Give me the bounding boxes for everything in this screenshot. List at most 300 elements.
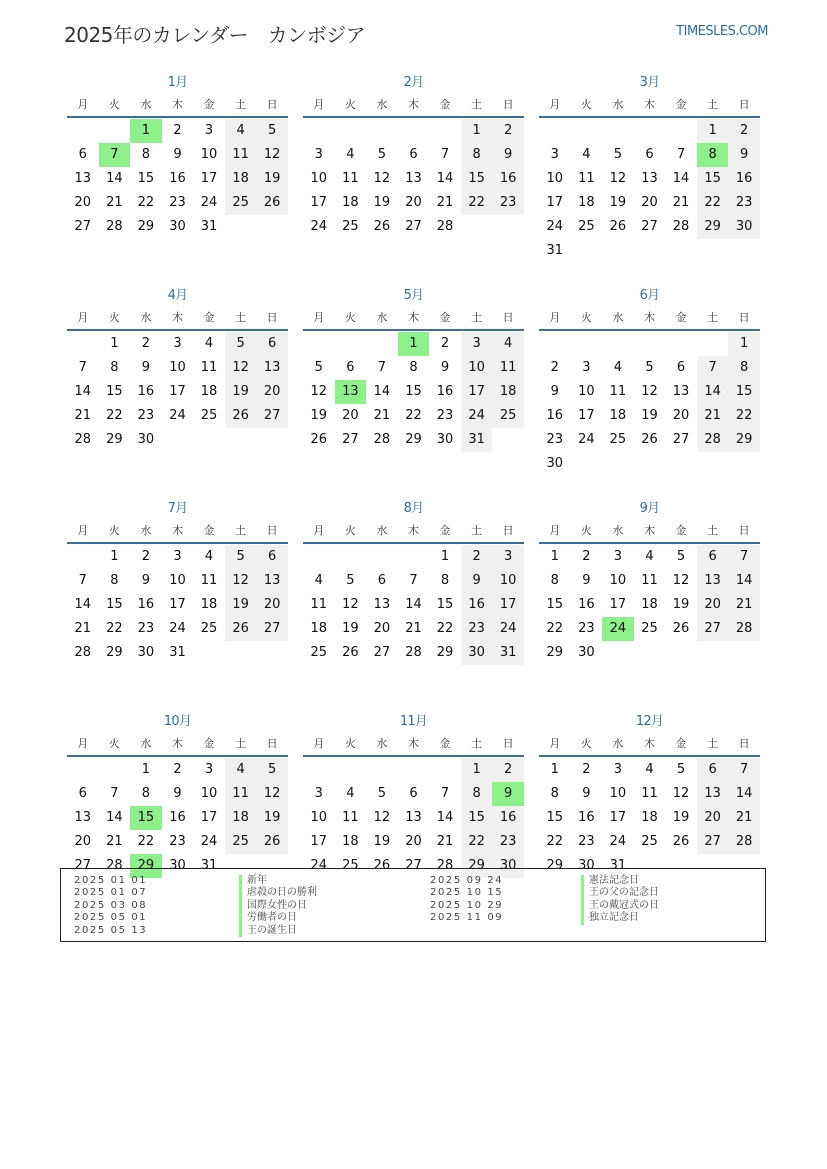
day-cell: 19 bbox=[310, 408, 328, 423]
day-cell: 11 bbox=[578, 171, 595, 186]
day-cell: 3 bbox=[173, 549, 182, 564]
day-cell: 21 bbox=[697, 404, 729, 428]
day-cell: 26 bbox=[672, 621, 690, 636]
day-cell: 31 bbox=[461, 428, 493, 452]
day-cell: 24 bbox=[200, 195, 218, 210]
day-cell: 16 bbox=[169, 171, 186, 186]
day-cell: 16 bbox=[436, 384, 454, 399]
holiday-cell: 1 bbox=[130, 119, 162, 143]
day-cell: 14 bbox=[436, 810, 454, 825]
day-cell: 25 bbox=[200, 408, 218, 423]
weekday-header bbox=[539, 94, 760, 118]
day-cell: 5 bbox=[256, 758, 288, 782]
day-cell: 13 bbox=[405, 171, 422, 186]
weekday-label: 土 bbox=[707, 98, 719, 111]
weekday-label: 日 bbox=[738, 311, 750, 324]
weekday-label: 木 bbox=[643, 98, 655, 111]
day-cell: 21 bbox=[373, 408, 391, 423]
day-cell: 17 bbox=[609, 810, 627, 825]
day-cell: 3 bbox=[173, 336, 182, 351]
weekday-label: 木 bbox=[171, 737, 183, 750]
weekday-label: 木 bbox=[407, 524, 419, 537]
legend-date: 2025 05 01 bbox=[74, 912, 148, 924]
day-cell: 3 bbox=[314, 786, 323, 801]
empty-cell bbox=[366, 545, 398, 569]
day-cell: 10 bbox=[169, 573, 186, 588]
day-cell: 1 bbox=[110, 336, 119, 351]
weekday-label: 日 bbox=[738, 737, 750, 750]
weekday-label: 土 bbox=[707, 524, 719, 537]
day-grid bbox=[67, 757, 288, 878]
weekday-label: 日 bbox=[502, 311, 514, 324]
day-cell: 6 bbox=[697, 758, 729, 782]
weekday-label: 水 bbox=[140, 524, 152, 537]
weekday-label: 月 bbox=[549, 311, 561, 324]
day-cell: 3 bbox=[550, 147, 559, 162]
empty-cell bbox=[539, 332, 571, 356]
empty-cell bbox=[429, 119, 461, 143]
day-cell: 3 bbox=[461, 332, 493, 356]
day-cell: 28 bbox=[106, 219, 123, 234]
holiday-cell: 9 bbox=[492, 782, 524, 806]
day-cell: 27 bbox=[641, 219, 658, 234]
day-cell: 5 bbox=[225, 332, 257, 356]
weekday-label: 火 bbox=[108, 98, 120, 111]
day-cell: 29 bbox=[697, 215, 729, 239]
day-cell: 9 bbox=[141, 573, 151, 588]
day-cell: 27 bbox=[697, 830, 729, 854]
day-cell: 13 bbox=[697, 569, 729, 593]
day-cell: 15 bbox=[461, 167, 493, 191]
month-name: 2月 bbox=[403, 75, 424, 90]
day-cell: 8 bbox=[728, 356, 760, 380]
empty-cell bbox=[335, 545, 367, 569]
month-calendar bbox=[303, 498, 524, 711]
empty-cell bbox=[303, 545, 335, 569]
weekday-label: 月 bbox=[549, 524, 561, 537]
weekday-label: 木 bbox=[171, 98, 183, 111]
day-cell: 5 bbox=[225, 545, 257, 569]
weekday-label: 月 bbox=[77, 98, 89, 111]
day-cell: 21 bbox=[74, 621, 92, 636]
day-cell: 5 bbox=[645, 360, 654, 375]
day-cell: 11 bbox=[225, 143, 257, 167]
month-name: 6月 bbox=[639, 288, 660, 303]
day-cell: 20 bbox=[405, 834, 422, 849]
weekday-label: 金 bbox=[675, 98, 687, 111]
weekday-header bbox=[67, 733, 288, 757]
day-cell: 8 bbox=[141, 786, 151, 801]
empty-cell bbox=[571, 332, 603, 356]
day-cell: 18 bbox=[641, 597, 658, 612]
day-cell: 29 bbox=[137, 219, 155, 234]
weekday-label: 木 bbox=[643, 524, 655, 537]
day-cell: 5 bbox=[314, 360, 323, 375]
day-cell: 31 bbox=[200, 858, 218, 873]
day-grid bbox=[67, 118, 288, 239]
day-cell: 14 bbox=[106, 171, 123, 186]
weekday-header bbox=[539, 733, 760, 757]
day-cell: 2 bbox=[173, 762, 182, 777]
day-cell: 18 bbox=[310, 621, 328, 636]
day-cell: 23 bbox=[461, 617, 493, 641]
day-cell: 6 bbox=[377, 573, 387, 588]
day-cell: 14 bbox=[405, 597, 422, 612]
day-cell: 2 bbox=[173, 123, 182, 138]
month-name: 9月 bbox=[639, 501, 660, 516]
weekday-label: 土 bbox=[235, 737, 247, 750]
day-cell: 28 bbox=[728, 830, 760, 854]
empty-cell bbox=[99, 119, 131, 143]
day-cell: 27 bbox=[74, 219, 92, 234]
empty-cell bbox=[67, 332, 99, 356]
day-cell: 30 bbox=[461, 641, 493, 665]
empty-cell bbox=[634, 119, 666, 143]
weekday-label: 月 bbox=[313, 311, 325, 324]
page-title: 2025年のカレンダー カンボジア bbox=[64, 23, 366, 47]
day-cell: 23 bbox=[492, 191, 524, 215]
site-brand[interactable]: TIMESLES.COM bbox=[676, 24, 768, 39]
day-cell: 30 bbox=[578, 645, 595, 660]
day-cell: 28 bbox=[728, 617, 760, 641]
weekday-label: 火 bbox=[344, 98, 356, 111]
day-cell: 20 bbox=[342, 408, 359, 423]
day-cell: 15 bbox=[461, 806, 493, 830]
day-cell: 26 bbox=[342, 645, 359, 660]
empty-cell bbox=[539, 119, 571, 143]
day-cell: 26 bbox=[225, 617, 257, 641]
month-name: 4月 bbox=[167, 288, 188, 303]
weekday-label: 木 bbox=[407, 737, 419, 750]
day-cell: 28 bbox=[405, 645, 422, 660]
legend-date: 2025 10 29 bbox=[430, 899, 504, 911]
day-cell: 24 bbox=[310, 219, 328, 234]
day-cell: 21 bbox=[106, 195, 123, 210]
day-cell: 12 bbox=[672, 573, 690, 588]
day-cell: 8 bbox=[110, 573, 119, 588]
day-cell: 22 bbox=[461, 830, 493, 854]
day-cell: 22 bbox=[697, 191, 729, 215]
day-cell: 16 bbox=[169, 810, 186, 825]
day-cell: 20 bbox=[74, 834, 92, 849]
weekday-label: 金 bbox=[675, 524, 687, 537]
day-cell: 22 bbox=[106, 408, 123, 423]
weekday-label: 木 bbox=[171, 311, 183, 324]
day-cell: 15 bbox=[546, 810, 564, 825]
day-cell: 6 bbox=[409, 786, 418, 801]
day-cell: 12 bbox=[373, 810, 391, 825]
weekday-label: 月 bbox=[549, 98, 561, 111]
weekday-label: 日 bbox=[266, 311, 278, 324]
day-cell: 21 bbox=[728, 593, 760, 617]
day-cell: 12 bbox=[373, 171, 391, 186]
day-grid bbox=[539, 331, 760, 476]
empty-cell bbox=[335, 758, 367, 782]
month-calendar bbox=[303, 285, 524, 498]
day-cell: 7 bbox=[78, 360, 87, 375]
weekday-label: 月 bbox=[313, 524, 325, 537]
holiday-cell: 15 bbox=[130, 806, 162, 830]
day-cell: 9 bbox=[728, 143, 760, 167]
day-cell: 30 bbox=[169, 858, 186, 873]
day-cell: 20 bbox=[641, 195, 658, 210]
day-cell: 2 bbox=[440, 336, 450, 351]
day-cell: 11 bbox=[342, 171, 359, 186]
day-cell: 26 bbox=[373, 219, 391, 234]
day-cell: 1 bbox=[550, 549, 559, 564]
day-cell: 7 bbox=[377, 360, 387, 375]
day-cell: 17 bbox=[200, 171, 218, 186]
day-cell: 4 bbox=[645, 549, 654, 564]
weekday-label: 金 bbox=[439, 311, 451, 324]
weekday-label: 水 bbox=[140, 311, 152, 324]
day-cell: 4 bbox=[346, 147, 355, 162]
weekday-label: 火 bbox=[344, 737, 356, 750]
day-cell: 24 bbox=[546, 219, 564, 234]
day-cell: 18 bbox=[578, 195, 595, 210]
weekday-header bbox=[303, 733, 524, 757]
day-cell: 15 bbox=[436, 597, 454, 612]
day-cell: 18 bbox=[609, 408, 627, 423]
day-cell: 23 bbox=[578, 834, 595, 849]
legend-holiday-name: 新年 bbox=[239, 875, 317, 887]
day-cell: 26 bbox=[641, 432, 658, 447]
day-cell: 11 bbox=[200, 360, 218, 375]
weekday-label: 月 bbox=[313, 737, 325, 750]
weekday-label: 水 bbox=[612, 311, 624, 324]
day-cell: 29 bbox=[106, 645, 123, 660]
weekday-header bbox=[539, 307, 760, 331]
holiday-cell: 24 bbox=[602, 617, 634, 641]
legend-date: 2025 05 13 bbox=[74, 924, 148, 936]
day-cell: 19 bbox=[256, 806, 288, 830]
day-cell: 19 bbox=[672, 597, 690, 612]
day-cell: 12 bbox=[310, 384, 328, 399]
day-cell: 24 bbox=[169, 408, 186, 423]
day-cell: 23 bbox=[546, 432, 564, 447]
day-cell: 22 bbox=[546, 834, 564, 849]
legend-holiday-name: 国際女性の日 bbox=[239, 900, 317, 912]
day-cell: 2 bbox=[141, 549, 151, 564]
day-cell: 5 bbox=[613, 147, 623, 162]
day-cell: 23 bbox=[169, 195, 186, 210]
day-cell: 8 bbox=[461, 143, 493, 167]
day-cell: 12 bbox=[672, 786, 690, 801]
day-cell: 25 bbox=[310, 645, 328, 660]
day-cell: 3 bbox=[314, 147, 323, 162]
day-cell: 1 bbox=[141, 762, 151, 777]
day-cell: 22 bbox=[728, 404, 760, 428]
day-cell: 27 bbox=[405, 219, 422, 234]
day-cell: 26 bbox=[225, 404, 257, 428]
day-cell: 18 bbox=[200, 384, 218, 399]
empty-cell bbox=[571, 119, 603, 143]
day-cell: 4 bbox=[225, 758, 257, 782]
day-cell: 27 bbox=[672, 432, 690, 447]
day-cell: 14 bbox=[728, 569, 760, 593]
empty-cell bbox=[67, 545, 99, 569]
day-cell: 10 bbox=[492, 569, 524, 593]
weekday-label: 土 bbox=[235, 98, 247, 111]
day-cell: 19 bbox=[342, 621, 359, 636]
day-cell: 15 bbox=[106, 384, 123, 399]
weekday-label: 水 bbox=[140, 98, 152, 111]
day-cell: 9 bbox=[440, 360, 450, 375]
weekday-label: 月 bbox=[77, 524, 89, 537]
holiday-cell: 1 bbox=[398, 332, 430, 356]
day-cell: 2 bbox=[728, 119, 760, 143]
day-cell: 16 bbox=[492, 806, 524, 830]
weekday-label: 土 bbox=[471, 98, 483, 111]
day-cell: 15 bbox=[106, 597, 123, 612]
day-cell: 2 bbox=[141, 336, 151, 351]
legend-left-names bbox=[239, 875, 317, 937]
day-cell: 29 bbox=[728, 428, 760, 452]
day-cell: 12 bbox=[256, 143, 288, 167]
month-name: 10月 bbox=[163, 714, 192, 729]
day-cell: 5 bbox=[676, 549, 686, 564]
weekday-label: 日 bbox=[266, 737, 278, 750]
day-cell: 21 bbox=[405, 621, 422, 636]
legend-right-dates bbox=[430, 875, 503, 925]
day-cell: 28 bbox=[697, 428, 729, 452]
day-cell: 11 bbox=[342, 810, 359, 825]
day-cell: 14 bbox=[436, 171, 454, 186]
month-calendar bbox=[303, 72, 524, 285]
day-cell: 15 bbox=[546, 597, 564, 612]
day-cell: 30 bbox=[578, 858, 595, 873]
day-cell: 15 bbox=[697, 167, 729, 191]
month-calendar bbox=[539, 72, 760, 285]
day-cell: 26 bbox=[256, 830, 288, 854]
legend-holiday-name: 王の誕生日 bbox=[239, 925, 317, 937]
day-cell: 25 bbox=[342, 858, 359, 873]
legend-date: 2025 10 15 bbox=[430, 887, 504, 899]
day-cell: 10 bbox=[310, 171, 328, 186]
empty-cell bbox=[429, 758, 461, 782]
day-cell: 14 bbox=[728, 782, 760, 806]
day-cell: 1 bbox=[461, 119, 493, 143]
day-cell: 24 bbox=[310, 858, 328, 873]
day-cell: 26 bbox=[672, 834, 690, 849]
day-cell: 16 bbox=[137, 597, 155, 612]
day-cell: 24 bbox=[492, 617, 524, 641]
day-cell: 4 bbox=[645, 762, 654, 777]
weekday-label: 日 bbox=[266, 98, 278, 111]
empty-cell bbox=[303, 119, 335, 143]
day-cell: 27 bbox=[256, 617, 288, 641]
day-cell: 3 bbox=[613, 762, 623, 777]
month-name: 12月 bbox=[635, 714, 664, 729]
day-cell: 27 bbox=[697, 617, 729, 641]
day-cell: 28 bbox=[74, 432, 92, 447]
day-cell: 15 bbox=[728, 380, 760, 404]
day-cell: 6 bbox=[676, 360, 686, 375]
day-cell: 16 bbox=[578, 597, 595, 612]
empty-cell bbox=[99, 758, 131, 782]
day-cell: 9 bbox=[550, 384, 559, 399]
day-cell: 17 bbox=[609, 597, 627, 612]
weekday-label: 水 bbox=[376, 737, 388, 750]
day-cell: 18 bbox=[200, 597, 218, 612]
day-cell: 17 bbox=[461, 380, 493, 404]
day-cell: 23 bbox=[137, 621, 155, 636]
day-cell: 6 bbox=[78, 147, 87, 162]
day-cell: 11 bbox=[609, 384, 627, 399]
day-cell: 12 bbox=[256, 782, 288, 806]
day-cell: 16 bbox=[492, 167, 524, 191]
day-cell: 30 bbox=[137, 432, 155, 447]
day-cell: 9 bbox=[492, 143, 524, 167]
day-cell: 26 bbox=[609, 219, 627, 234]
empty-cell bbox=[67, 119, 99, 143]
day-cell: 13 bbox=[256, 569, 288, 593]
day-cell: 3 bbox=[204, 762, 214, 777]
empty-cell bbox=[366, 332, 398, 356]
day-cell: 11 bbox=[310, 597, 328, 612]
weekday-label: 火 bbox=[580, 524, 592, 537]
day-cell: 9 bbox=[582, 786, 591, 801]
day-cell: 21 bbox=[728, 806, 760, 830]
day-cell: 1 bbox=[110, 549, 119, 564]
empty-cell bbox=[665, 332, 697, 356]
holiday-cell: 13 bbox=[335, 380, 367, 404]
day-cell: 28 bbox=[106, 858, 123, 873]
day-cell: 9 bbox=[461, 569, 493, 593]
day-cell: 24 bbox=[461, 404, 493, 428]
month-name: 7月 bbox=[167, 501, 188, 516]
legend-date: 2025 01 07 bbox=[74, 887, 148, 899]
empty-cell bbox=[335, 332, 367, 356]
day-cell: 6 bbox=[645, 147, 654, 162]
day-cell: 9 bbox=[141, 360, 151, 375]
day-cell: 22 bbox=[461, 191, 493, 215]
day-cell: 12 bbox=[609, 171, 627, 186]
weekday-label: 水 bbox=[376, 98, 388, 111]
weekday-label: 木 bbox=[407, 98, 419, 111]
day-cell: 7 bbox=[78, 573, 87, 588]
day-cell: 29 bbox=[546, 645, 564, 660]
day-cell: 9 bbox=[582, 573, 591, 588]
day-cell: 31 bbox=[492, 641, 524, 665]
weekday-header bbox=[67, 307, 288, 331]
day-cell: 1 bbox=[461, 758, 493, 782]
day-cell: 6 bbox=[409, 147, 418, 162]
day-cell: 7 bbox=[697, 356, 729, 380]
day-cell: 26 bbox=[256, 191, 288, 215]
day-cell: 17 bbox=[310, 195, 328, 210]
weekday-label: 水 bbox=[376, 311, 388, 324]
day-cell: 3 bbox=[492, 545, 524, 569]
day-cell: 3 bbox=[582, 360, 591, 375]
weekday-label: 土 bbox=[707, 737, 719, 750]
empty-cell bbox=[335, 119, 367, 143]
day-cell: 1 bbox=[440, 549, 450, 564]
month-calendar bbox=[67, 498, 288, 711]
day-cell: 17 bbox=[546, 195, 564, 210]
legend-holiday-name: 王の戴冠式の日 bbox=[581, 900, 659, 912]
month-name: 3月 bbox=[639, 75, 660, 90]
day-cell: 2 bbox=[492, 758, 524, 782]
day-cell: 16 bbox=[461, 593, 493, 617]
day-cell: 15 bbox=[405, 384, 422, 399]
day-cell: 5 bbox=[377, 786, 387, 801]
day-cell: 10 bbox=[609, 786, 627, 801]
legend-left-dates bbox=[74, 875, 147, 937]
empty-cell bbox=[366, 758, 398, 782]
day-cell: 27 bbox=[373, 645, 391, 660]
day-cell: 22 bbox=[405, 408, 422, 423]
